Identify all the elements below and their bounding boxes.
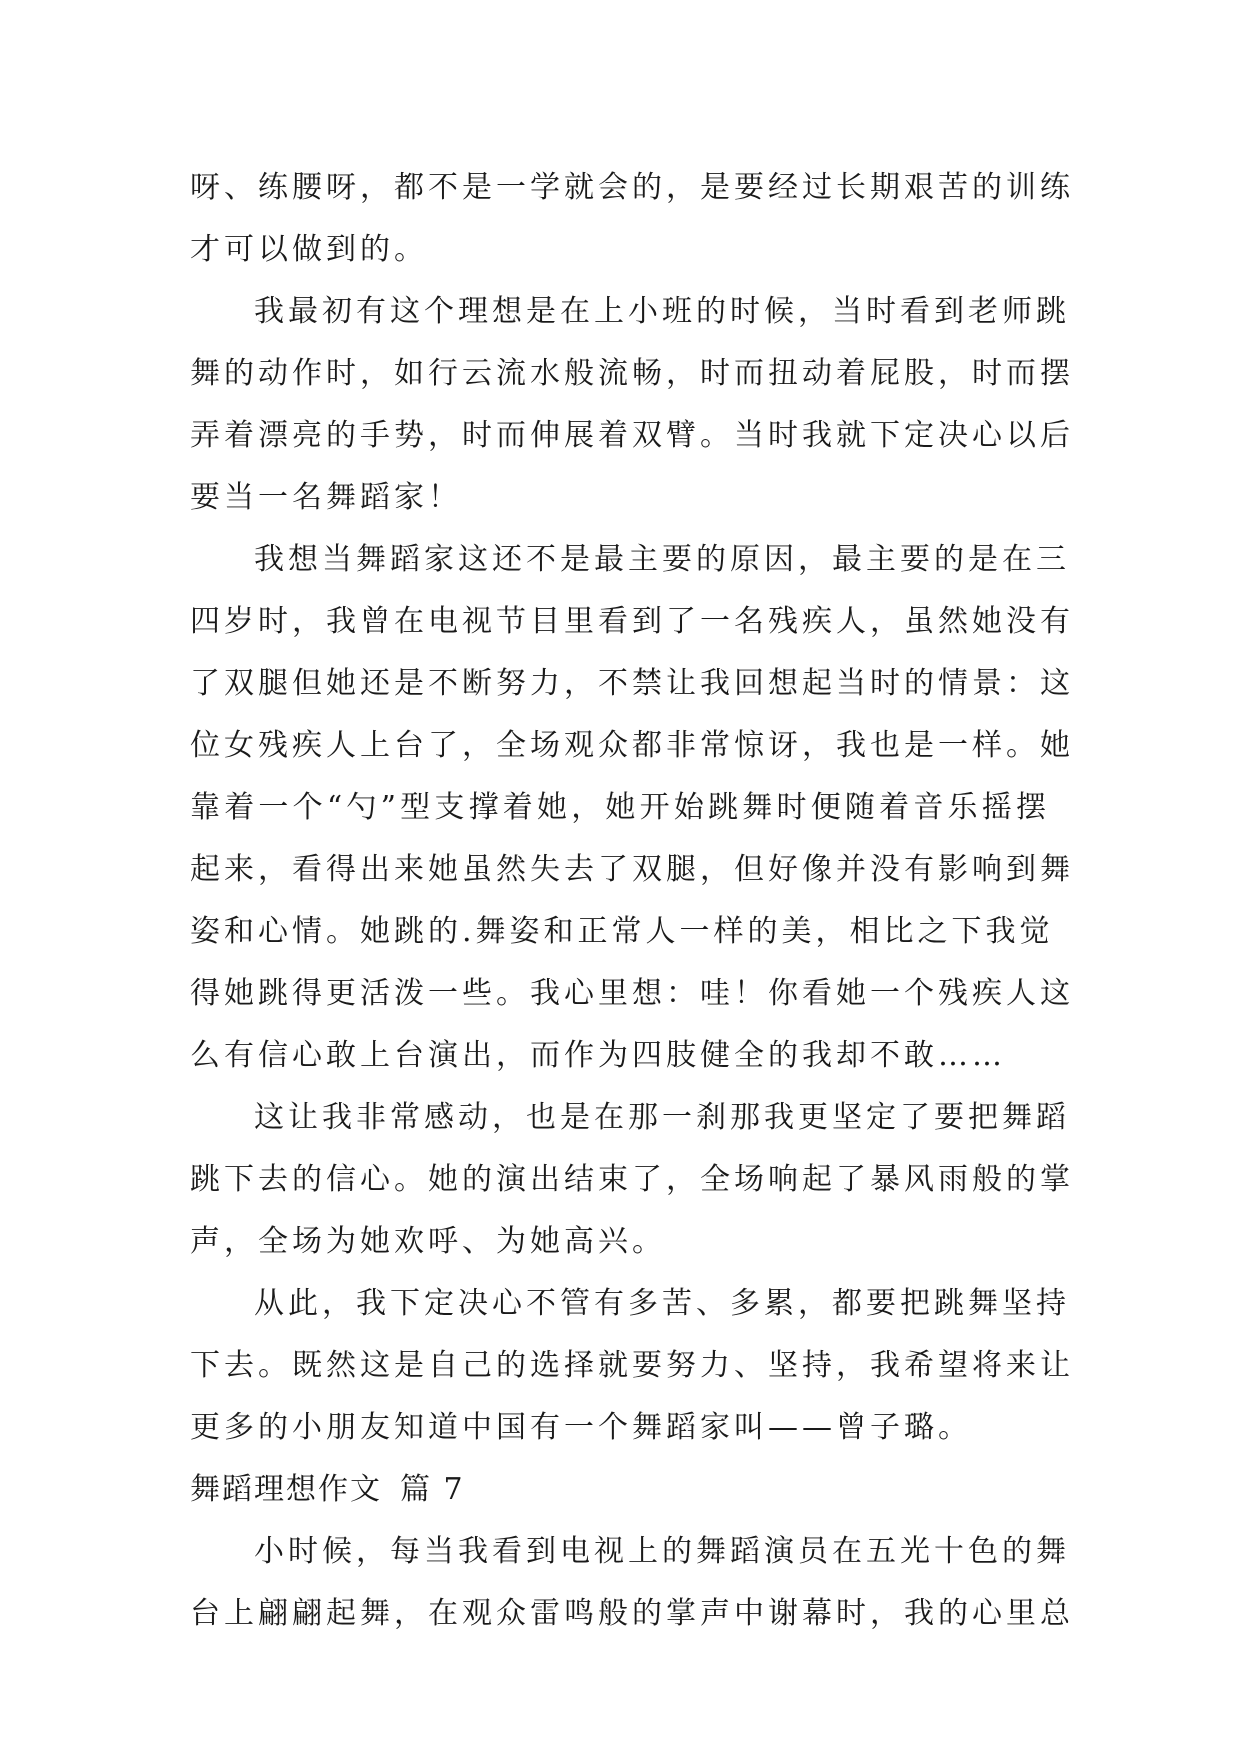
document-body	[190, 157, 1074, 1645]
section-heading-title: 舞蹈理想作文	[190, 1472, 382, 1507]
text-line: 位女残疾人上台了，全场观众都非常惊讶，我也是一样。她	[190, 728, 1074, 763]
text-line: 这让我非常感动，也是在那一刹那我更坚定了要把舞蹈	[254, 1100, 1070, 1135]
text-line: 下去。既然这是自己的选择就要努力、坚持，我希望将来让	[190, 1348, 1074, 1383]
text-line: 要当一名舞蹈家！	[190, 480, 462, 515]
text-line: 我最初有这个理想是在上小班的时候，当时看到老师跳	[254, 294, 1070, 329]
text-line: 我想当舞蹈家这还不是最主要的原因，最主要的是在三	[254, 542, 1070, 577]
text-line: 声，全场为她欢呼、为她高兴。	[190, 1224, 666, 1259]
section-heading-number: 篇 7	[400, 1472, 465, 1507]
text-line: 了双腿但她还是不断努力，不禁让我回想起当时的情景：这	[190, 666, 1074, 701]
text-line: 起来，看得出来她虽然失去了双腿，但好像并没有影响到舞	[190, 852, 1074, 887]
text-line: 小时候，每当我看到电视上的舞蹈演员在五光十色的舞	[254, 1534, 1070, 1569]
text-line: 四岁时，我曾在电视节目里看到了一名残疾人，虽然她没有	[190, 604, 1074, 639]
text-line: 舞的动作时，如行云流水般流畅，时而扭动着屁股，时而摆	[190, 356, 1074, 391]
text-line: 呀、练腰呀，都不是一学就会的，是要经过长期艰苦的训练	[190, 170, 1074, 205]
section-heading	[190, 1459, 1050, 1521]
text-line: 跳下去的信心。她的演出结束了，全场响起了暴风雨般的掌	[190, 1162, 1074, 1197]
text-line: 么有信心敢上台演出，而作为四肢健全的我却不敢……	[190, 1038, 1006, 1073]
text-line: 得她跳得更活泼一些。我心里想：哇！你看她一个残疾人这	[190, 976, 1074, 1011]
text-line: 靠着一个“勺”型支撑着她，她开始跳舞时便随着音乐摇摆	[190, 790, 1050, 825]
text-line: 弄着漂亮的手势，时而伸展着双臂。当时我就下定决心以后	[190, 418, 1074, 453]
text-line: 才可以做到的。	[190, 232, 428, 267]
text-line: 台上翩翩起舞，在观众雷鸣般的掌声中谢幕时，我的心里总	[190, 1596, 1074, 1631]
text-line: 从此，我下定决心不管有多苦、多累，都要把跳舞坚持	[254, 1286, 1070, 1321]
text-line: 姿和心情。她跳的.舞姿和正常人一样的美，相比之下我觉	[190, 914, 1054, 949]
text-line: 更多的小朋友知道中国有一个舞蹈家叫——曾子璐。	[190, 1410, 972, 1445]
